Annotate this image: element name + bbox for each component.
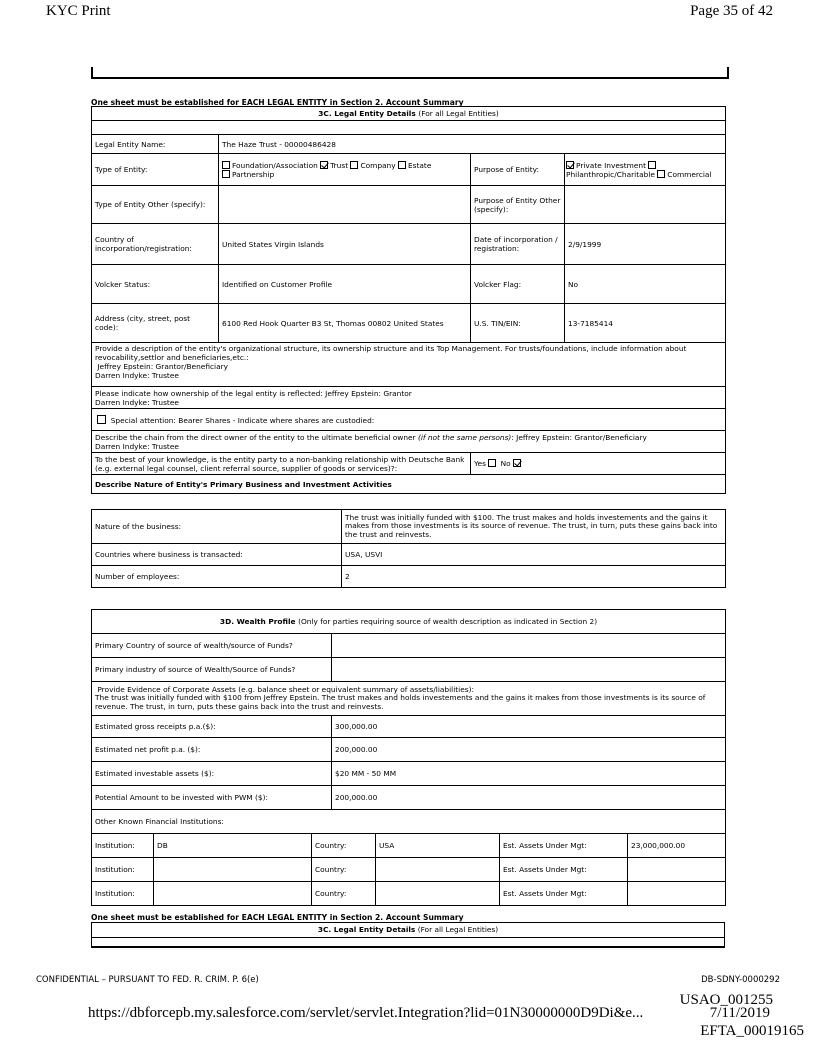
- other-fi-label: Other Known Financial Institutions:: [92, 810, 726, 834]
- business-table: [91, 509, 726, 588]
- institution-aum: [628, 882, 726, 906]
- volcker-flag-label: Volcker Flag:: [471, 265, 565, 304]
- beneficial-owner-chain: Describe the chain from the direct owner of the entity to the ultimate beneficial owner (if not the same persons): Jeffrey Epstein: Grantor/Beneficiary Darren Indyke: Trustee: [92, 431, 726, 453]
- employees-value: 2: [342, 566, 726, 588]
- non-banking-answer: Yes No: [471, 453, 726, 475]
- estate-checkbox[interactable]: [398, 161, 406, 169]
- institution-name: [154, 858, 312, 882]
- legal-entity-title: 3C. Legal Entity Details (For all Legal Entities): [92, 107, 726, 121]
- primary-industry-label: Primary industry of source of Wealth/Source of Funds?: [92, 658, 332, 682]
- investable-assets-label: Estimated investable assets ($):: [92, 762, 332, 786]
- address-label: Address (city, street, post code):: [92, 304, 219, 343]
- print-date: 7/11/2019: [709, 1005, 770, 1021]
- purpose-other-label: Purpose of Entity Other (specify):: [471, 186, 565, 224]
- institution-name: DB: [154, 834, 312, 858]
- country-label: Country of incorporation/registration:: [92, 224, 219, 265]
- institution-aum: [628, 858, 726, 882]
- next-section-rule: [91, 946, 725, 948]
- countries-label: Countries where business is transacted:: [92, 544, 342, 566]
- purpose-label: Purpose of Entity:: [471, 154, 565, 186]
- page-number: Page 35 of 42: [690, 3, 773, 19]
- corporate-assets-evidence: Provide Evidence of Corporate Assets (e.g. balance sheet or equivalent summary of assets/liabilities): The trust was initially funded with $100 from Jeffrey Epstein. The trust makes and holds investements and the gains it makes from those investments is its source of revenue. The trust, in turn, puts these gains back into the trust and reinvests.: [92, 682, 726, 716]
- ownership-description: Please indicate how ownership of the legal entity is reflected: Jeffrey Epstein: Grantor Darren Indyke: Trustee: [92, 387, 726, 409]
- print-header-title: KYC Print: [46, 3, 111, 19]
- net-profit-value: 200,000.00: [332, 738, 726, 762]
- volcker-status-label: Volcker Status:: [92, 265, 219, 304]
- volcker-flag-value: No: [565, 265, 726, 304]
- incorp-date-label: Date of incorporation / registration:: [471, 224, 565, 265]
- institution-country: [376, 882, 500, 906]
- incorp-date-value: 2/9/1999: [565, 224, 726, 265]
- nature-label: Nature of the business:: [92, 510, 342, 544]
- no-checkbox[interactable]: [513, 459, 521, 467]
- source-url[interactable]: https://dbforcepb.my.salesforce.com/servlet/servlet.Integration?lid=01N30000000D9Di&e...: [88, 1005, 644, 1021]
- primary-country-value: [332, 634, 726, 658]
- section-notice: One sheet must be established for EACH LEGAL ENTITY in Section 2. Account Summary: [91, 98, 464, 107]
- philanthropic-checkbox[interactable]: [648, 161, 656, 169]
- bearer-shares-checkbox[interactable]: [97, 415, 106, 424]
- section-notice-2: One sheet must be established for EACH LEGAL ENTITY in Section 2. Account Summary: [91, 913, 464, 922]
- non-banking-question: To the best of your knowledge, is the entity party to a non-banking relationship with Deutsche Bank (e.g. external legal counsel, client referral source, supplier of goods or services)?:: [92, 453, 471, 475]
- business-heading: Describe Nature of Entity's Primary Business and Investment Activities: [92, 475, 726, 494]
- usao-number: USAO_001255: [679, 992, 773, 1008]
- legal-entity-table: [91, 106, 726, 494]
- bearer-shares-row: Special attention: Bearer Shares - Indicate where shares are custodied:: [92, 409, 726, 431]
- foundation-checkbox[interactable]: [222, 161, 230, 169]
- type-other-label: Type of Entity Other (specify):: [92, 186, 219, 224]
- yes-checkbox[interactable]: [488, 459, 496, 467]
- country-value: United States Virgin Islands: [219, 224, 471, 265]
- bates-number: DB-SDNY-0000292: [701, 975, 780, 985]
- volcker-status-value: Identified on Customer Profile: [219, 265, 471, 304]
- institution-aum: 23,000,000.00: [628, 834, 726, 858]
- tin-label: U.S. TIN/EIN:: [471, 304, 565, 343]
- purpose-options: Private Investment Philanthropic/Charitable Commercial: [565, 154, 726, 186]
- partnership-checkbox[interactable]: [222, 170, 230, 178]
- purpose-other-value: [565, 186, 726, 224]
- confidential-notice: CONFIDENTIAL – PURSUANT TO FED. R. CRIM. P. 6(e): [36, 975, 259, 985]
- nature-value: The trust was initially funded with $100. The trust makes and holds investements and the gains it makes from those investments is its source of revenue. The trust, in turn, puts these gains back into the trust and reinvests.: [342, 510, 726, 544]
- type-other-value: [219, 186, 471, 224]
- top-divider: [91, 67, 729, 79]
- company-checkbox[interactable]: [350, 161, 358, 169]
- legal-entity-name-label: Legal Entity Name:: [92, 135, 219, 154]
- wealth-profile-title: 3D. Wealth Profile (Only for parties requiring source of wealth description as indicated in Section 2): [92, 610, 726, 634]
- commercial-checkbox[interactable]: [657, 170, 665, 178]
- primary-country-label: Primary Country of source of wealth/source of Funds?: [92, 634, 332, 658]
- gross-receipts-value: 300,000.00: [332, 716, 726, 738]
- entity-type-label: Type of Entity:: [92, 154, 219, 186]
- private-investment-checkbox[interactable]: [566, 161, 574, 169]
- address-value: 6100 Red Hook Quarter B3 St, Thomas 00802 United States: [219, 304, 471, 343]
- institution-country: USA: [376, 834, 500, 858]
- legal-entity-title-2: 3C. Legal Entity Details (For all Legal Entities): [91, 922, 725, 938]
- entity-type-options: Foundation/Association Trust Company Estate Partnership: [219, 154, 471, 186]
- trust-checkbox[interactable]: [320, 161, 328, 169]
- institution-row: Institution: Country: Est. Assets Under Mgt:: [92, 882, 726, 906]
- countries-value: USA, USVI: [342, 544, 726, 566]
- wealth-profile-table: [91, 609, 726, 834]
- institution-name: [154, 882, 312, 906]
- tin-value: 13-7185414: [565, 304, 726, 343]
- institution-country: [376, 858, 500, 882]
- primary-industry-value: [332, 658, 726, 682]
- institutions-table: [91, 833, 726, 906]
- legal-entity-name-value: The Haze Trust - 00000486428: [219, 135, 726, 154]
- efta-number: EFTA_00019165: [700, 1023, 804, 1039]
- gross-receipts-label: Estimated gross receipts p.a.($):: [92, 716, 332, 738]
- structure-description: Provide a description of the entity's organizational structure, its ownership structure and its Top Management. For trusts/foundations, include information about revocability,settlor and beneficiaries,etc.: Jeffrey Epstein: Grantor/Beneficiary Darren Indyke: Trustee: [92, 343, 726, 387]
- potential-amount-label: Potential Amount to be invested with PWM ($):: [92, 786, 332, 810]
- institution-row: Institution: Country: Est. Assets Under Mgt:: [92, 858, 726, 882]
- employees-label: Number of employees:: [92, 566, 342, 588]
- potential-amount-value: 200,000.00: [332, 786, 726, 810]
- net-profit-label: Estimated net profit p.a. ($):: [92, 738, 332, 762]
- investable-assets-value: $20 MM - 50 MM: [332, 762, 726, 786]
- institution-row: Institution: DB Country: USA Est. Assets Under Mgt: 23,000,000.00: [92, 834, 726, 858]
